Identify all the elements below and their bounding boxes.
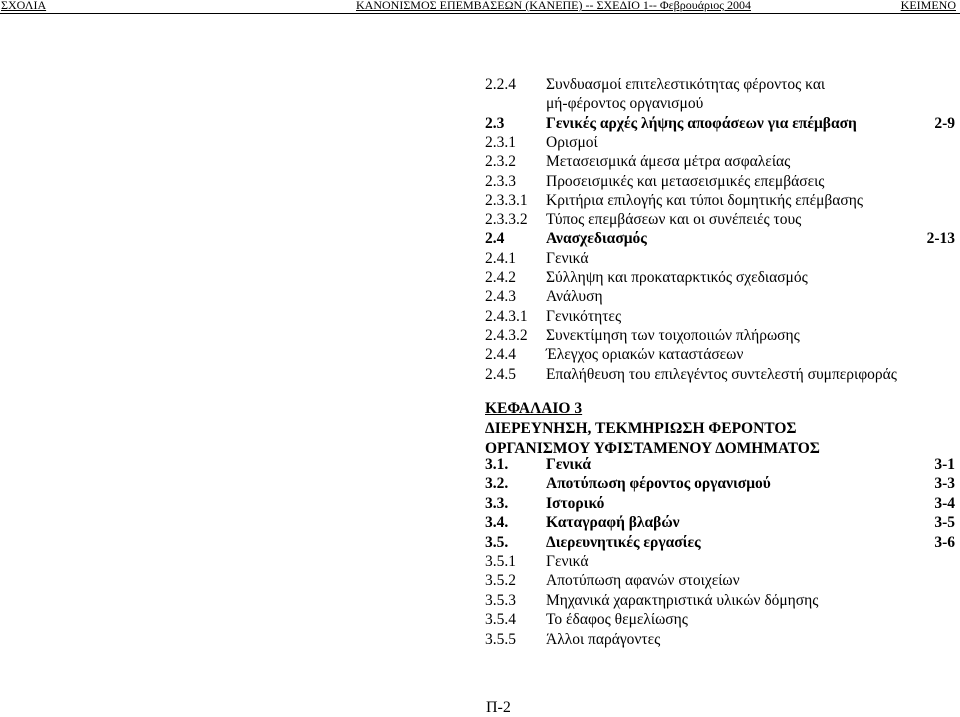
toc-entry-title: Σύλληψη και προκαταρκτικός σχεδιασμός [546, 269, 808, 286]
toc-entry [485, 591, 955, 611]
toc-entry-page: 3-5 [934, 514, 955, 532]
toc-entry-number: 3.4. [485, 514, 509, 532]
toc-entry [485, 474, 955, 494]
toc-entry-title: Αποτύπωση φέροντος οργανισμού [546, 475, 771, 493]
toc-entry [485, 326, 955, 346]
chapter-title-line1: ΔΙΕΡΕΥΝΗΣΗ, ΤΕΚΜΗΡΙΩΣΗ ΦΕΡΟΝΤΟΣ [485, 420, 797, 437]
toc-entry [485, 571, 955, 591]
toc-entry-number: 3.5.4 [485, 611, 516, 629]
toc-entry [485, 307, 955, 327]
toc-entry [485, 191, 955, 211]
toc-entry-title: Μετασεισμικά άμεσα μέτρα ασφαλείας [546, 153, 791, 171]
toc-entry-number: 2.3.3.2 [485, 211, 528, 229]
toc-entry [485, 229, 955, 249]
toc-entry-number: 2.3 [485, 114, 505, 132]
toc-entry [485, 133, 955, 153]
toc-entry-title: Γενικές αρχές λήψης αποφάσεων για επέμβαση [546, 114, 857, 132]
toc-entry-title: Ιστορικό [546, 494, 605, 512]
toc-entry [485, 114, 955, 134]
toc-entry [485, 513, 955, 533]
toc-entry-title: Συνεκτίμηση των τοιχοποιιών πλήρωσης [546, 326, 800, 344]
toc-entry-number: 3.5.1 [485, 553, 516, 570]
toc-entry-number: 2.4.1 [485, 249, 516, 267]
toc-entry [485, 152, 955, 172]
toc-entry [485, 345, 955, 365]
toc-entry [485, 455, 955, 475]
toc-entry-title: Ορισμοί [546, 133, 598, 151]
toc-entry-title: Γενικότητες [546, 307, 622, 325]
toc-entry-title: Έλεγχος οριακών καταστάσεων [546, 346, 744, 364]
toc-entry-number: 3.5.3 [485, 591, 516, 609]
toc-entry-number: 3.5.5 [485, 630, 516, 648]
toc-entry-title: Άλλοι παράγοντες [546, 630, 661, 648]
chapter-title-line2: ΟΡΓΑΝΙΣΜΟΥ ΥΦΙΣΤΑΜΕΝΟΥ ΔΟΜΗΜΑΤΟΣ [485, 440, 820, 457]
header-center-text: ΚΑΝΟΝΙΣΜΟΣ ΕΠΕΜΒΑΣΕΩΝ (ΚΑΝΕΠΕ) -- ΣΧΕΔΙΟ 1-- Φεβρουάριος 2004 [356, 0, 751, 12]
toc-entry [485, 533, 955, 553]
toc-entry-number: 2.4.3 [485, 288, 516, 306]
toc-entry [485, 494, 955, 514]
toc-entry-number: 3.1. [485, 456, 509, 473]
toc-entry [485, 610, 955, 630]
toc-entry-title: Συνδυασμοί επιτελεστικότητας φέροντος και [546, 76, 826, 93]
toc-entry-number: 3.5. [485, 533, 509, 551]
toc-entry-page: 3-4 [934, 494, 955, 512]
toc-entry-title: Γενικά [546, 249, 589, 267]
toc-entry-title: Ανάλυση [546, 288, 603, 306]
header-right-text: ΚΕΙΜΕΝΟ [900, 0, 956, 12]
toc-entry-page: 3-6 [934, 533, 955, 551]
toc-entry [485, 630, 955, 650]
toc-entry-number: 2.3.3.1 [485, 191, 528, 209]
toc-entry [485, 287, 955, 307]
chapter-label: ΚΕΦΑΛΑΙΟ 3 [485, 400, 583, 417]
toc-entry-title: Τύπος επεμβάσεων και οι συνέπειές τους [546, 211, 802, 229]
toc-entry-number: 2.4.3.2 [485, 326, 528, 344]
toc-entry [485, 552, 955, 572]
toc-entry-page: 2-9 [934, 114, 955, 132]
toc-entry-title: Το έδαφος θεμελίωσης [546, 611, 688, 629]
chapter-heading [485, 399, 627, 419]
toc-entry-number: 2.4.2 [485, 269, 516, 286]
toc-entry-number: 2.3.2 [485, 153, 516, 171]
toc-entry-title: Προσεισμικές και μετασεισμικές επεμβάσεις [546, 172, 825, 190]
toc-entry-number: 2.3.3 [485, 172, 516, 190]
toc-entry-title: Επαλήθευση του επιλεγέντος συντελεστή συμπεριφοράς [546, 365, 897, 383]
toc-entry-number: 3.2. [485, 475, 509, 493]
toc-entry-number: 2.4 [485, 230, 505, 248]
page-number: Π-2 [486, 699, 511, 716]
header-left-text: ΣΧΟΛΙΑ [1, 0, 47, 12]
toc-entry-title: Γενικά [546, 553, 589, 570]
toc-entry-number: 2.4.3.1 [485, 307, 528, 325]
toc-entry-number: 3.5.2 [485, 572, 516, 590]
toc-entry-title: Μηχανικά χαρακτηριστικά υλικών δόμησης [546, 591, 819, 609]
toc-entry-title: Κριτήρια επιλογής και τύποι δομητικής επέμβασης [546, 191, 863, 209]
toc-entry-title: Καταγραφή βλαβών [546, 514, 680, 532]
toc-entry [485, 365, 955, 385]
toc-entry [485, 172, 955, 192]
toc-entry-number: 2.2.4 [485, 76, 516, 93]
toc-entry-title: Διερευνητικές εργασίες [546, 533, 701, 551]
toc-entry-page: 3-1 [934, 456, 955, 473]
toc-entry-number: 3.3. [485, 494, 509, 512]
toc-entry [485, 75, 955, 95]
toc-entry-title: Ανασχεδιασμός [546, 230, 647, 248]
toc-entry-page: 3-3 [934, 475, 955, 493]
toc-entry-title: Αποτύπωση αφανών στοιχείων [546, 572, 740, 590]
toc-entry [485, 268, 955, 288]
page-header [0, 0, 960, 14]
toc-entry [485, 210, 955, 230]
toc-entry-page: 2-13 [926, 230, 955, 248]
toc-entry [485, 94, 955, 114]
toc-entry-title: Γενικά [546, 456, 592, 473]
toc-entry-title: μή-φέροντος οργανισμού [546, 95, 704, 113]
toc-entry-number: 2.4.5 [485, 365, 516, 383]
toc-entry-number: 2.4.4 [485, 346, 516, 364]
toc-entry [485, 249, 955, 269]
toc-entry-number: 2.3.1 [485, 133, 516, 151]
